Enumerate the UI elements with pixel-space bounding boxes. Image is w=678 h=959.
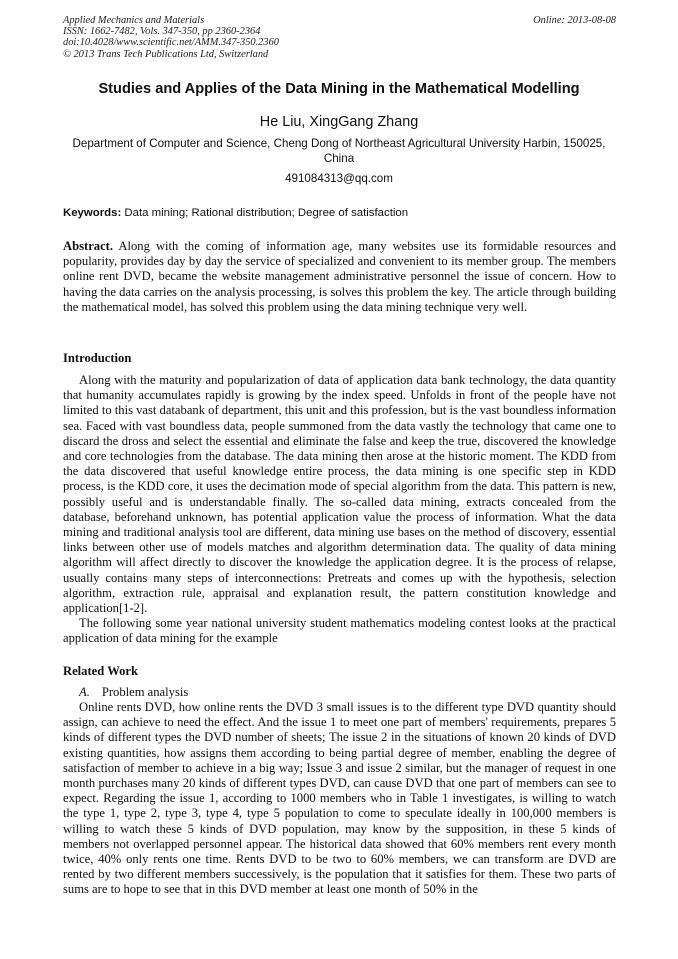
online-date: Online: 2013-08-08 [533, 15, 616, 26]
author-affiliation: Department of Computer and Science, Cheng Dong of Northeast Agricultural University Harbin, 150025, China [72, 137, 606, 165]
paper-authors: He Liu, XingGang Zhang [259, 114, 419, 130]
journal-copyright: © 2013 Trans Tech Publications Ltd, Switzerland [63, 48, 269, 60]
journal-header [63, 15, 616, 60]
keywords-label: Keywords: [63, 207, 122, 219]
subsection-heading [79, 685, 188, 700]
abstract [63, 239, 616, 315]
paper-title: Studies and Applies of the Data Mining in the Mathematical Modelling [98, 81, 580, 97]
subsection-letter: A. [79, 685, 90, 699]
related-work-heading: Related Work [63, 664, 138, 678]
introduction-paragraph: The following some year national university student mathematics modeling contest looks at the practical application of data mining for the example [63, 616, 616, 646]
abstract-text: Along with the coming of information age, many websites use its formidable resources and popularity, provides day by day the service of specialized and convenient to its member group. The members online rent DVD, became the website management administrative personnel the issue of concern. How to having the data carries on the analysis processing, is solves this problem the key. The article through building the mathematical model, has solved this problem using the data mining technique very well. [63, 239, 616, 314]
related-work-body [63, 700, 616, 898]
introduction-heading: Introduction [63, 351, 132, 365]
introduction-body [63, 373, 616, 647]
subsection-title: Problem analysis [101, 685, 189, 699]
journal-name: Applied Mechanics and Materials [63, 15, 205, 26]
related-work-paragraph: Online rents DVD, how online rents the DVD 3 small issues is to the different type DVD quantity should assign, can achieve to need the effect. And the issue 1 to meet one part of members' requirements, prepares 5 kinds of different types the DVD number of sheets; The issue 2 in the situations of known 20 kinds of DVD existing quantities, how assigns them according to being partial degree of member, enabling the degree of satisfaction of member to achieve in a big way; Issue 3 and issue 2 similar, but the manager of request in one month purchases many 20 kinds of different types DVD, can cause DVD that one part of members can see to expect. Regarding the issue 1, according to 1000 members who in Table 1 investigates, is willing to watch the type 1, type 2, type 3, type 4, type 5 population to come to speculate ideally in 100,000 members is willing to watch these 5 kinds of DVD population, may know by the supposition, in these 5 kinds of members not overlapped personnel appear. The historical data showed that 60% members rent every month twice, 40% only rents one time. Rents DVD to be two to 60% members, we can transform are DVD are rented by two different members successively, is the population that it satisfies for them. These two parts of sums are to hope to see that in this DVD member at least one month of 50% in the [63, 700, 616, 897]
keywords-text: Data mining; Rational distribution; Degree of satisfaction [124, 207, 409, 219]
author-email: 491084313@qq.com [285, 172, 393, 185]
journal-doi: doi:10.4028/www.scientific.net/AMM.347-350.2360 [63, 37, 279, 49]
keywords [63, 206, 616, 221]
introduction-paragraph: Along with the maturity and popularization of data of application data bank technology, the data quantity that humanity accumulates rapidly is growing by the index speed. Unfolds in front of the people have not limited to this vast databank of department, this unit and this profession, but is the vast boundless information sea. Faced with vast boundless data, people summoned from the data vastly the technology that came one to discard the dross and select the essential and eliminate the false and keep the true, discovered the knowledge and core technologies from the database. The data mining then arose at the historic moment. The KDD from the data discovered that useful knowledge entire process, the data mining is one specific step in KDD process, is the KDD core, it uses the decimation mode of special algorithm from the data. This pattern is new, possibly useful and is understandable finally. The so-called data mining, extracts concealed from the database, beforehand unknown, has potential application value the process of information. What the data mining and traditional analysis tool are different, data mining use bases on the method of discovery, essential links between other use of models matches and algorithm determination data. The quality of data mining algorithm will affect directly to discover the knowledge the application degree. It is the process of relapse, usually contains many steps of interconnections: Pretreats and comes up with the hypothesis, selection algorithm, extraction rule, appraisal and explanation result, the pattern constitution knowledge and application[1-2]. [63, 373, 616, 616]
journal-issn: ISSN: 1662-7482, Vols. 347-350, pp 2360-2364 [63, 26, 261, 38]
abstract-label: Abstract. [63, 239, 114, 253]
